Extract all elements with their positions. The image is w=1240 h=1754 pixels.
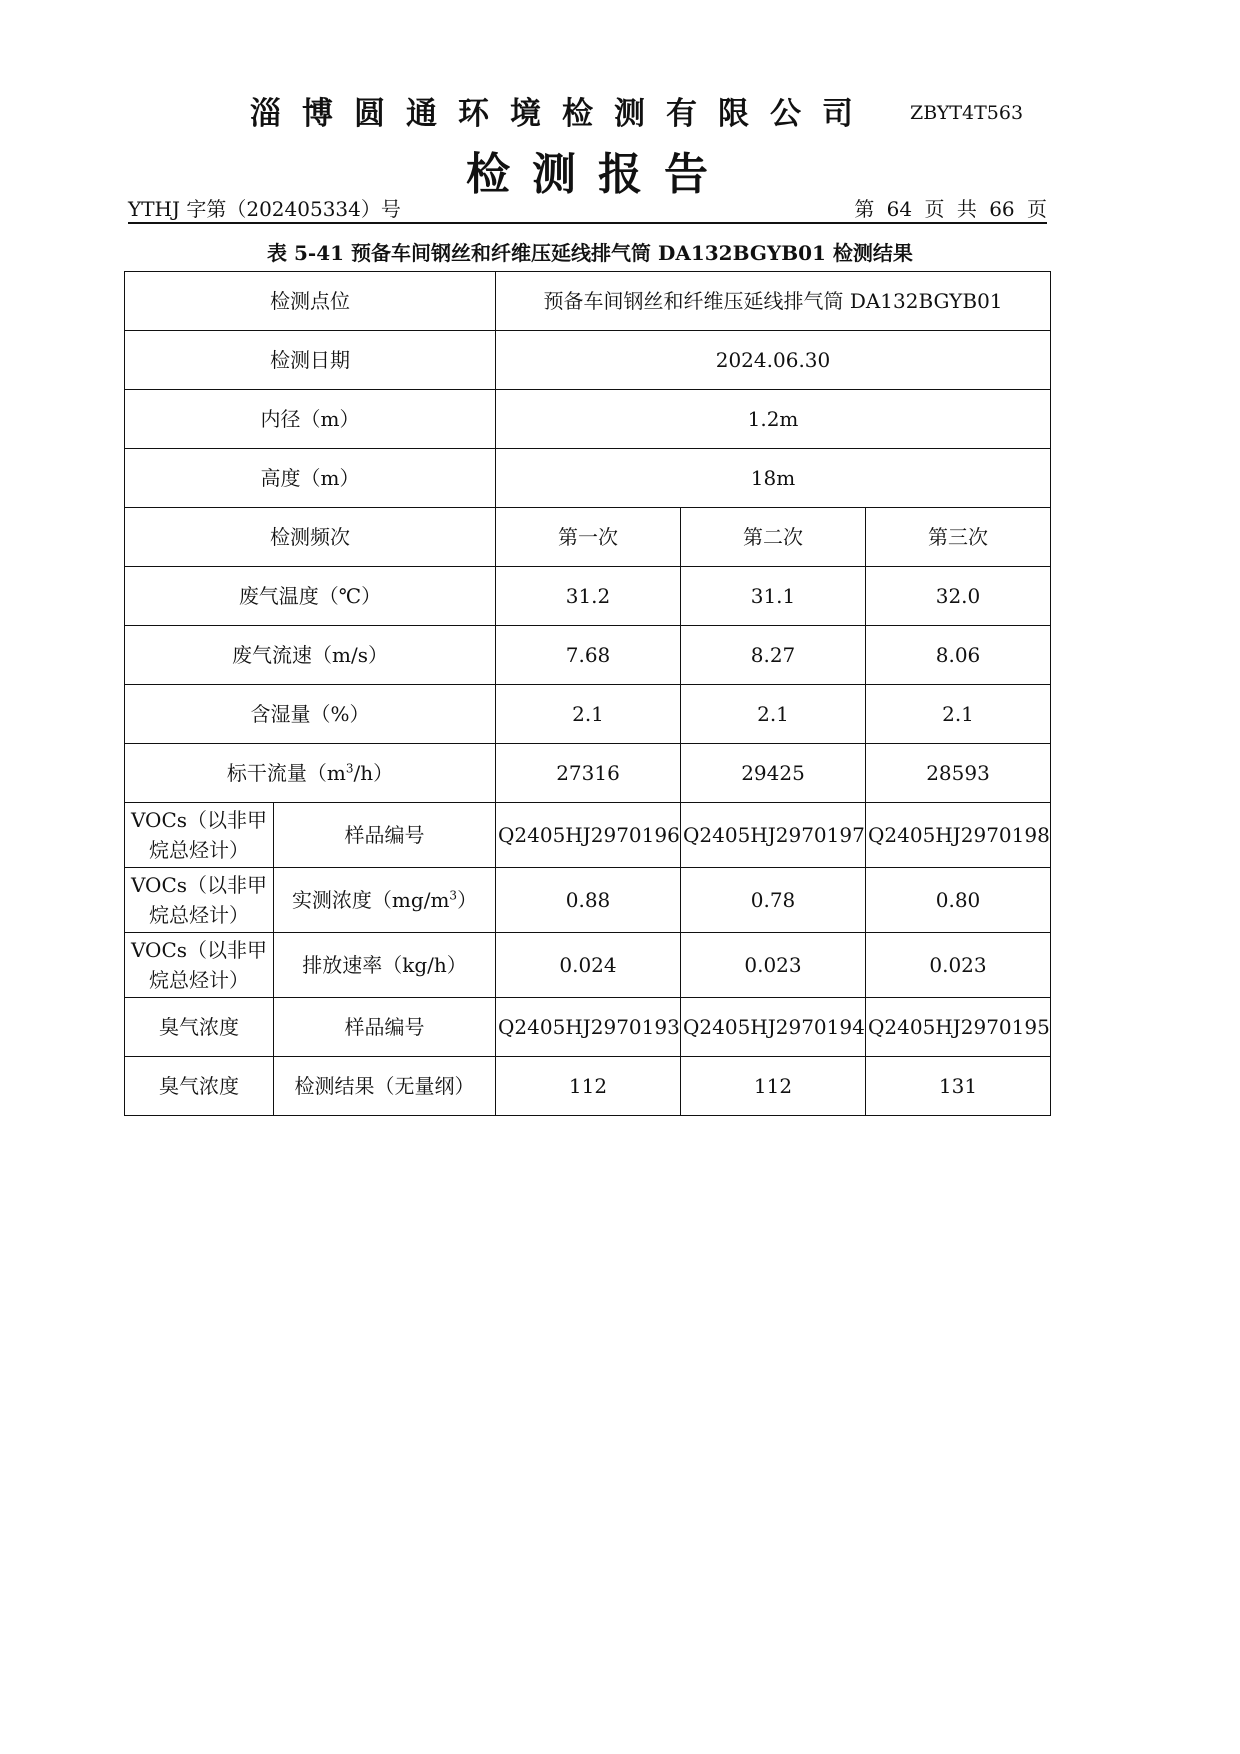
odor-result-label: 检测结果（无量纲） <box>274 1057 496 1116</box>
odor-sample-3: Q2405HJ2970195 <box>866 998 1051 1057</box>
table-row <box>125 744 1051 803</box>
conc-label-pre: 实测浓度（mg/m <box>291 888 450 912</box>
vocs-sample-3: Q2405HJ2970198 <box>866 803 1051 868</box>
flow-label-pre: 标干流量（m <box>226 761 346 785</box>
conc-label <box>274 868 496 933</box>
vocs-rate-1: 0.024 <box>496 933 681 998</box>
odor-label: 臭气浓度 <box>125 998 274 1057</box>
diameter-label: 内径（m） <box>125 390 496 449</box>
point-value: 预备车间钢丝和纤维压延线排气筒 DA132BGYB01 <box>496 272 1051 331</box>
vocs-rate-2: 0.023 <box>681 933 866 998</box>
velocity-2: 8.27 <box>681 626 866 685</box>
flow-label <box>125 744 496 803</box>
conc-label-sup: 3 <box>449 888 458 903</box>
flow-label-post: /h） <box>353 761 394 785</box>
rate-label: 排放速率（kg/h） <box>274 933 496 998</box>
vocs-conc-3: 0.80 <box>866 868 1051 933</box>
freq-label: 检测频次 <box>125 508 496 567</box>
odor-result-2: 112 <box>681 1057 866 1116</box>
point-label: 检测点位 <box>125 272 496 331</box>
table-row <box>125 933 1051 998</box>
velocity-label: 废气流速（m/s） <box>125 626 496 685</box>
vocs-label: VOCs（以非甲烷总烃计） <box>125 803 274 868</box>
moisture-1: 2.1 <box>496 685 681 744</box>
table-row <box>125 508 1051 567</box>
odor-result-1: 112 <box>496 1057 681 1116</box>
page-info: 第 64 页 共 66 页 <box>854 197 1047 221</box>
date-value: 2024.06.30 <box>496 331 1051 390</box>
table-title: 表 5-41 预备车间钢丝和纤维压延线排气筒 DA132BGYB01 检测结果 <box>267 241 913 265</box>
flow-3: 28593 <box>866 744 1051 803</box>
table-row <box>125 803 1051 868</box>
vocs-label: VOCs（以非甲烷总烃计） <box>125 868 274 933</box>
table-row <box>125 567 1051 626</box>
vocs-conc-1: 0.88 <box>496 868 681 933</box>
header-divider <box>128 222 1047 224</box>
company-name: 淄博圆通环境检测有限公司 <box>250 96 874 132</box>
freq-1: 第一次 <box>496 508 681 567</box>
moisture-label: 含湿量（%） <box>125 685 496 744</box>
temp-label: 废气温度（℃） <box>125 567 496 626</box>
vocs-sample-2: Q2405HJ2970197 <box>681 803 866 868</box>
freq-2: 第二次 <box>681 508 866 567</box>
odor-sample-1: Q2405HJ2970193 <box>496 998 681 1057</box>
temp-1: 31.2 <box>496 567 681 626</box>
velocity-3: 8.06 <box>866 626 1051 685</box>
freq-3: 第三次 <box>866 508 1051 567</box>
flow-2: 29425 <box>681 744 866 803</box>
document-code: ZBYT4T563 <box>910 102 1024 124</box>
moisture-2: 2.1 <box>681 685 866 744</box>
vocs-sample-label: 样品编号 <box>274 803 496 868</box>
flow-1: 27316 <box>496 744 681 803</box>
moisture-3: 2.1 <box>866 685 1051 744</box>
vocs-rate-3: 0.023 <box>866 933 1051 998</box>
table-row <box>125 331 1051 390</box>
table-row <box>125 626 1051 685</box>
temp-2: 31.1 <box>681 567 866 626</box>
table-row <box>125 685 1051 744</box>
results-table <box>124 271 1051 1116</box>
odor-sample-2: Q2405HJ2970194 <box>681 998 866 1057</box>
odor-sample-label: 样品编号 <box>274 998 496 1057</box>
table-row <box>125 390 1051 449</box>
diameter-value: 1.2m <box>496 390 1051 449</box>
odor-label: 臭气浓度 <box>125 1057 274 1116</box>
height-label: 高度（m） <box>125 449 496 508</box>
velocity-1: 7.68 <box>496 626 681 685</box>
report-title: 检测报告 <box>466 149 730 200</box>
odor-result-3: 131 <box>866 1057 1051 1116</box>
table-row <box>125 1057 1051 1116</box>
table-row <box>125 272 1051 331</box>
table-row <box>125 868 1051 933</box>
table-row <box>125 998 1051 1057</box>
table-row <box>125 449 1051 508</box>
temp-3: 32.0 <box>866 567 1051 626</box>
vocs-sample-1: Q2405HJ2970196 <box>496 803 681 868</box>
height-value: 18m <box>496 449 1051 508</box>
date-label: 检测日期 <box>125 331 496 390</box>
report-number: YTHJ 字第（202405334）号 <box>128 197 401 221</box>
vocs-label: VOCs（以非甲烷总烃计） <box>125 933 274 998</box>
conc-label-post: ） <box>457 888 478 912</box>
vocs-conc-2: 0.78 <box>681 868 866 933</box>
flow-label-sup: 3 <box>345 761 354 776</box>
